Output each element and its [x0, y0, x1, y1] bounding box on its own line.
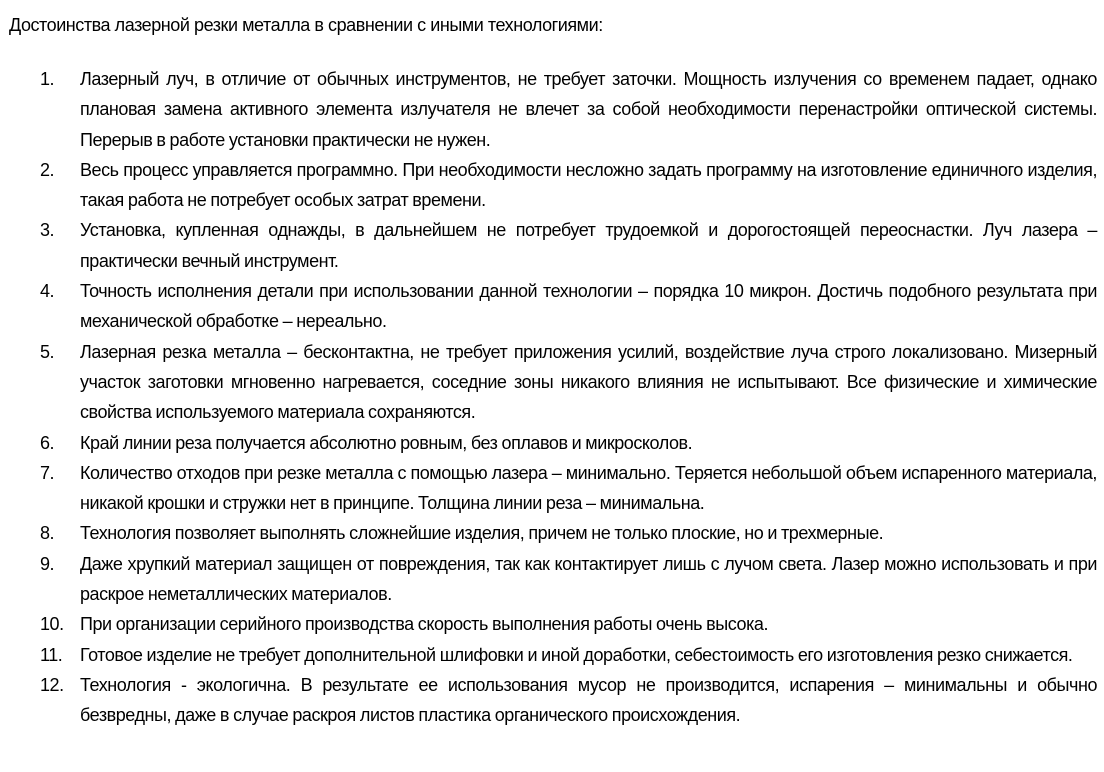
list-item-number: 9. [40, 553, 55, 574]
list-item-number: 5. [40, 341, 55, 362]
list-item [0, 518, 1104, 548]
list-item [0, 337, 1104, 428]
list-item [0, 670, 1104, 731]
list-item [0, 215, 1104, 276]
list-item-text: Готовое изделие не требует дополнительной шлифовки и иной доработки, себестоимость его изготовления резко снижается. [80, 644, 1073, 665]
list-item [0, 549, 1104, 610]
list-item [0, 640, 1104, 670]
list-item-text: Количество отходов при резке металла с помощью лазера – минимально. Теряется небольшой объем испаренного материала, никакой крошки и стружки нет в принципе. Толщина линии реза – минимальна. [80, 462, 1097, 514]
list-item-number: 3. [40, 220, 55, 241]
list-item-text: Установка, купленная однажды, в дальнейшем не потребует трудоемкой и дорогостоящей переоснастки. Луч лазера – практически вечный инструмент. [80, 220, 1097, 271]
list-item [0, 155, 1104, 216]
list-item-number: 8. [40, 523, 55, 544]
list-item-text: Точность исполнения детали при использовании данной технологии – порядка 10 микрон. Достичь подобного результата при механической обработке – нереально. [80, 281, 1097, 332]
list-item-text: Лазерный луч, в отличие от обычных инструментов, не требует заточки. Мощность излучения со временем падает, однако плановая замена активного элемента излучателя не влечет за собой необходимости перенастройки оптической системы. Перерыв в работе установки практически не нужен. [80, 69, 1097, 150]
list-item [0, 609, 1104, 639]
list-item-number: 12. [40, 674, 64, 695]
document-heading: Достоинства лазерной резки металла в сравнении с иными технологиями: [9, 15, 603, 35]
list-item-text: Лазерная резка металла – бесконтактна, не требует приложения усилий, воздействие луча строго локализовано. Мизерный участок заготовки мгновенно нагревается, соседние зоны никакого влияния не испытывают. Все физические и химические свойства используемого материала сохраняются. [80, 341, 1097, 423]
list-item-number: 11. [40, 644, 63, 665]
list-item-text: Технология позволяет выполнять сложнейшие изделия, причем не только плоские, но и трехмерные. [80, 523, 884, 544]
list-item-number: 1. [40, 69, 55, 89]
list-item-number: 4. [40, 281, 55, 302]
list-item-text: Край линии реза получается абсолютно ровным, без оплавов и микросколов. [80, 432, 693, 453]
list-item-number: 7. [40, 462, 55, 483]
list-item-number: 2. [40, 159, 55, 180]
list-item-text: При организации серийного производства скорость выполнения работы очень высока. [80, 614, 769, 635]
advantages-list [0, 64, 1104, 731]
list-item-text: Технология - экологична. В результате ее использования мусор не производится, испарения – минимальны и обычно безвредны, даже в случае раскроя листов пластика органического происхождения. [80, 674, 1097, 726]
list-item-number: 10. [40, 614, 64, 635]
list-item [0, 458, 1104, 519]
list-item [0, 64, 1104, 155]
list-item-text: Весь процесс управляется программно. При необходимости несложно задать программу на изготовление единичного изделия, такая работа не потребует особых затрат времени. [80, 159, 1097, 211]
list-item [0, 428, 1104, 458]
list-item [0, 276, 1104, 337]
list-item-number: 6. [40, 432, 55, 453]
list-item-text: Даже хрупкий материал защищен от повреждения, так как контактирует лишь с лучом света. Лазер можно использовать и при раскрое неметаллических материалов. [80, 553, 1097, 605]
